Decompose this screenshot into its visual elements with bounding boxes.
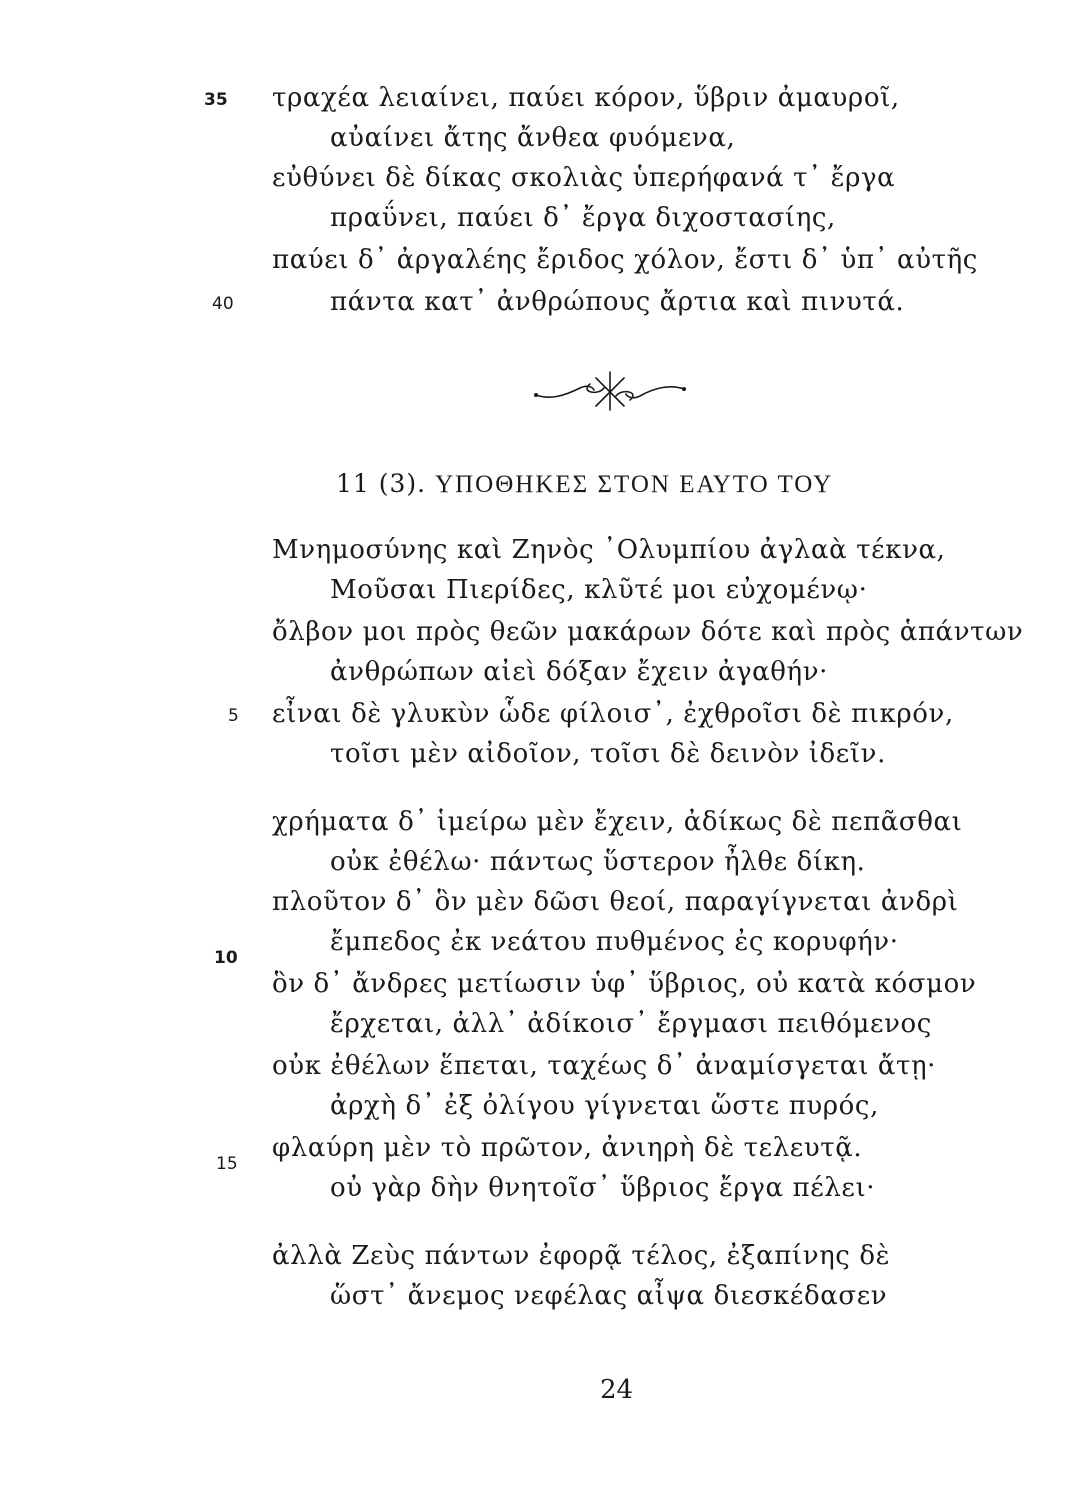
poem-title: ΥΠΟΘΗΚΕΣ ΣΤΟΝ ΕΑΥΤΟ ΤΟΥ: [435, 471, 834, 498]
verse-line: εὐθύνει δὲ δίκας σκολιὰς ὑπερήφανά τ᾽ ἔργα: [272, 163, 896, 193]
line-number: 15: [216, 1154, 238, 1174]
ornament-icon: [530, 362, 690, 422]
verse-line: εἶναι δὲ γλυκὺν ὧδε φίλοισ᾽, ἐχθροῖσι δὲ πικρόν,: [272, 699, 954, 729]
poem-number: 11 (3).: [336, 469, 427, 498]
verse-line: Μνημοσύνης καὶ Ζηνὸς ᾿Ολυμπίου ἀγλαὰ τέκνα,: [272, 535, 946, 565]
verse-line: ἀλλὰ Ζεὺς πάντων ἐφορᾷ τέλος, ἐξαπίνης δὲ: [272, 1241, 891, 1271]
line-number: 10: [214, 948, 238, 968]
page-number: 24: [600, 1375, 634, 1405]
verse-line: οὐκ ἐθέλω· πάντως ὕστερον ἦλθε δίκη.: [330, 847, 866, 877]
verse-line: πάντα κατ᾽ ἀνθρώπους ἄρτια καὶ πινυτά.: [330, 287, 905, 317]
verse-line: πραΰνει, παύει δ᾽ ἔργα διχοστασίης,: [330, 203, 836, 233]
verse-line: χρήματα δ᾽ ἱμείρω μὲν ἔχειν, ἀδίκως δὲ πεπᾶσθαι: [272, 807, 963, 837]
verse-line: ὄλβον μοι πρὸς θεῶν μακάρων δότε καὶ πρὸς ἁπάντων: [272, 617, 1024, 647]
verse-line: φλαύρη μὲν τὸ πρῶτον, ἀνιηρὴ δὲ τελευτᾷ.: [272, 1133, 863, 1163]
line-number: 40: [212, 294, 234, 314]
verse-line: ἀνθρώπων αἰεὶ δόξαν ἔχειν ἀγαθήν·: [330, 657, 828, 687]
verse-line: πλοῦτον δ᾽ ὃν μὲν δῶσι θεοί, παραγίγνεται ἀνδρὶ: [272, 887, 959, 917]
verse-line: ἔμπεδος ἐκ νεάτου πυθμένος ἐς κορυφήν·: [330, 927, 899, 957]
verse-line: αὐαίνει ἄτης ἄνθεα φυόμενα,: [330, 123, 736, 153]
verse-line: ἔρχεται, ἀλλ᾽ ἀδίκοισ᾽ ἔργμασι πειθόμενος: [330, 1009, 932, 1039]
poem-heading: [336, 466, 833, 503]
verse-line: οὐκ ἐθέλων ἕπεται, ταχέως δ᾽ ἀναμίσγεται ἄτῃ·: [272, 1051, 937, 1081]
verse-line: οὐ γὰρ δὴν θνητοῖσ᾽ ὕβριος ἔργα πέλει·: [330, 1173, 876, 1203]
verse-line: τραχέα λειαίνει, παύει κόρον, ὕβριν ἀμαυροῖ,: [272, 83, 900, 113]
verse-line: τοῖσι μὲν αἰδοῖον, τοῖσι δὲ δεινὸν ἰδεῖν.: [330, 739, 886, 769]
line-number: 35: [204, 90, 228, 110]
verse-line: ὃν δ᾽ ἄνδρες μετίωσιν ὑφ᾽ ὕβριος, οὐ κατὰ κόσμον: [272, 969, 977, 999]
verse-line: ὥστ᾽ ἄνεμος νεφέλας αἶψα διεσκέδασεν: [330, 1281, 888, 1311]
verse-line: ἀρχὴ δ᾽ ἐξ ὀλίγου γίγνεται ὥστε πυρός,: [330, 1091, 879, 1121]
line-number: 5: [228, 706, 239, 726]
verse-line: Μοῦσαι Πιερίδες, κλῦτέ μοι εὐχομένῳ·: [330, 575, 868, 605]
verse-line: παύει δ᾽ ἀργαλέης ἔριδος χόλον, ἔστι δ᾽ ὑπ᾽ αὐτῆς: [272, 245, 978, 275]
